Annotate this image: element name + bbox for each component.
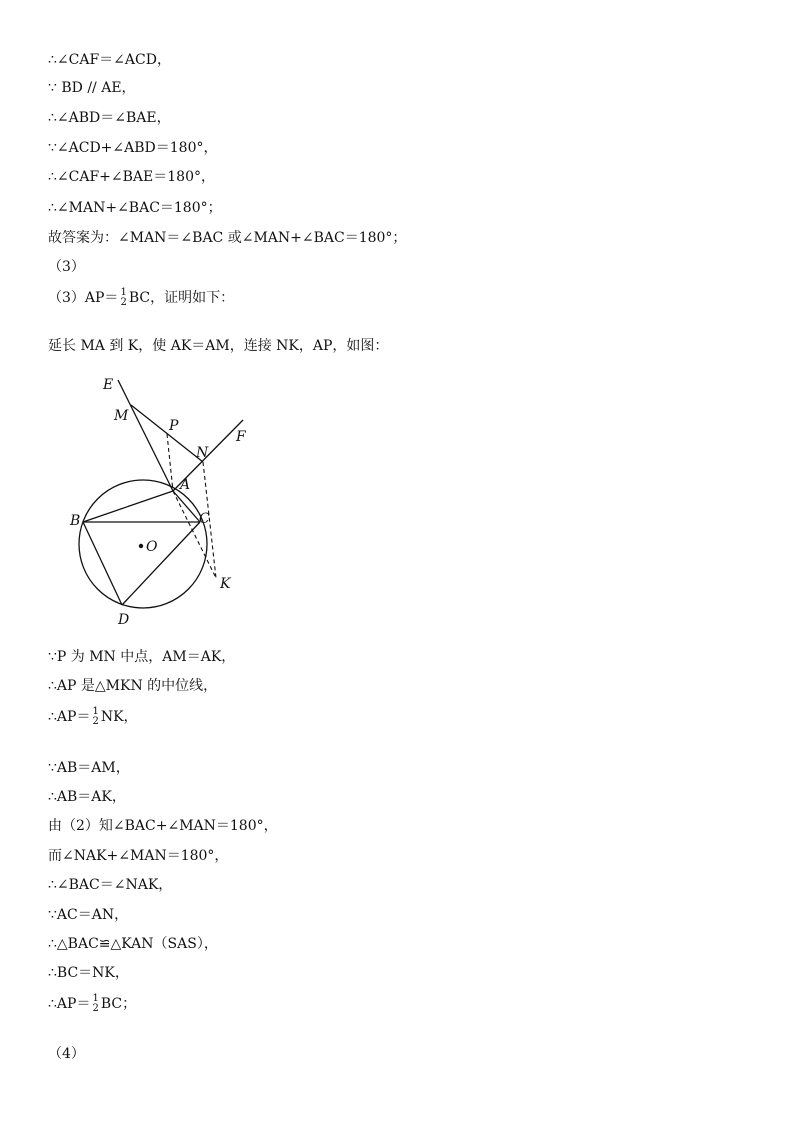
label-a: A	[180, 477, 191, 493]
line-em	[118, 380, 173, 491]
circle-o	[79, 480, 207, 608]
text-line: ∴∠BAC＝∠NAK，	[48, 877, 173, 893]
text-line: ∴AP＝ 1 2 BC；	[48, 993, 137, 1014]
text-line: ∵∠ACD+∠ABD＝180°，	[48, 140, 218, 156]
text-line: ∴∠CAF＝∠ACD，	[48, 52, 171, 68]
line-bd	[83, 522, 122, 605]
text-line: ∵AB＝AM，	[48, 760, 130, 776]
label-p: P	[169, 418, 179, 434]
text-line: 而∠NAK+∠MAN＝180°，	[48, 848, 229, 864]
text-line: ∴∠MAN+∠BAC＝180°；	[48, 200, 222, 216]
label-b: B	[70, 513, 81, 529]
text-line: ∴AP＝ 1 2 NK，	[48, 706, 138, 727]
fraction: 1 2	[120, 287, 127, 308]
part-label: （3）	[48, 259, 85, 275]
fraction: 1 2	[92, 993, 99, 1014]
fraction: 1 2	[92, 706, 99, 727]
line-mn	[131, 405, 203, 462]
label-f: F	[236, 429, 246, 445]
text-line: ∴AP 是△MKN 的中位线，	[48, 678, 218, 694]
claim-line: （3）AP＝ 1 2 BC，证明如下：	[48, 287, 235, 308]
text-line: ∴AB＝AK，	[48, 789, 126, 805]
text-line: ∵AC＝AN，	[48, 907, 129, 923]
construction-line: 延长 MA 到 K，使 AK＝AM，连接 NK，AP，如图：	[48, 338, 389, 354]
text-line: ∴∠CAF+∠BAE＝180°，	[48, 169, 215, 185]
line-ap	[167, 434, 173, 491]
label-o: O	[146, 539, 158, 555]
line-dc	[122, 522, 200, 605]
label-n: N	[196, 445, 209, 461]
label-e: E	[103, 377, 114, 393]
label-d: D	[118, 612, 130, 628]
text-line: ∵ BD // AE，	[48, 80, 136, 96]
text-line: ∴∠ABD＝∠BAE，	[48, 110, 171, 126]
part-label: （4）	[48, 1046, 85, 1062]
answer-line: 故答案为：∠MAN＝∠BAC 或∠MAN+∠BAC＝180°；	[48, 230, 407, 246]
label-m: M	[114, 408, 129, 424]
text-line: ∴△BAC≌△KAN（SAS），	[48, 936, 218, 952]
text-line: ∵P 为 MN 中点，AM＝AK，	[48, 649, 236, 665]
geometry-figure	[60, 370, 260, 630]
line-ba	[83, 491, 173, 522]
label-k: K	[220, 576, 231, 592]
label-c: C	[199, 511, 210, 527]
center-dot	[139, 544, 143, 548]
line-ak	[173, 491, 216, 578]
text-line: 由（2）知∠BAC+∠MAN＝180°，	[48, 818, 278, 834]
text-line: ∴BC＝NK，	[48, 965, 129, 981]
